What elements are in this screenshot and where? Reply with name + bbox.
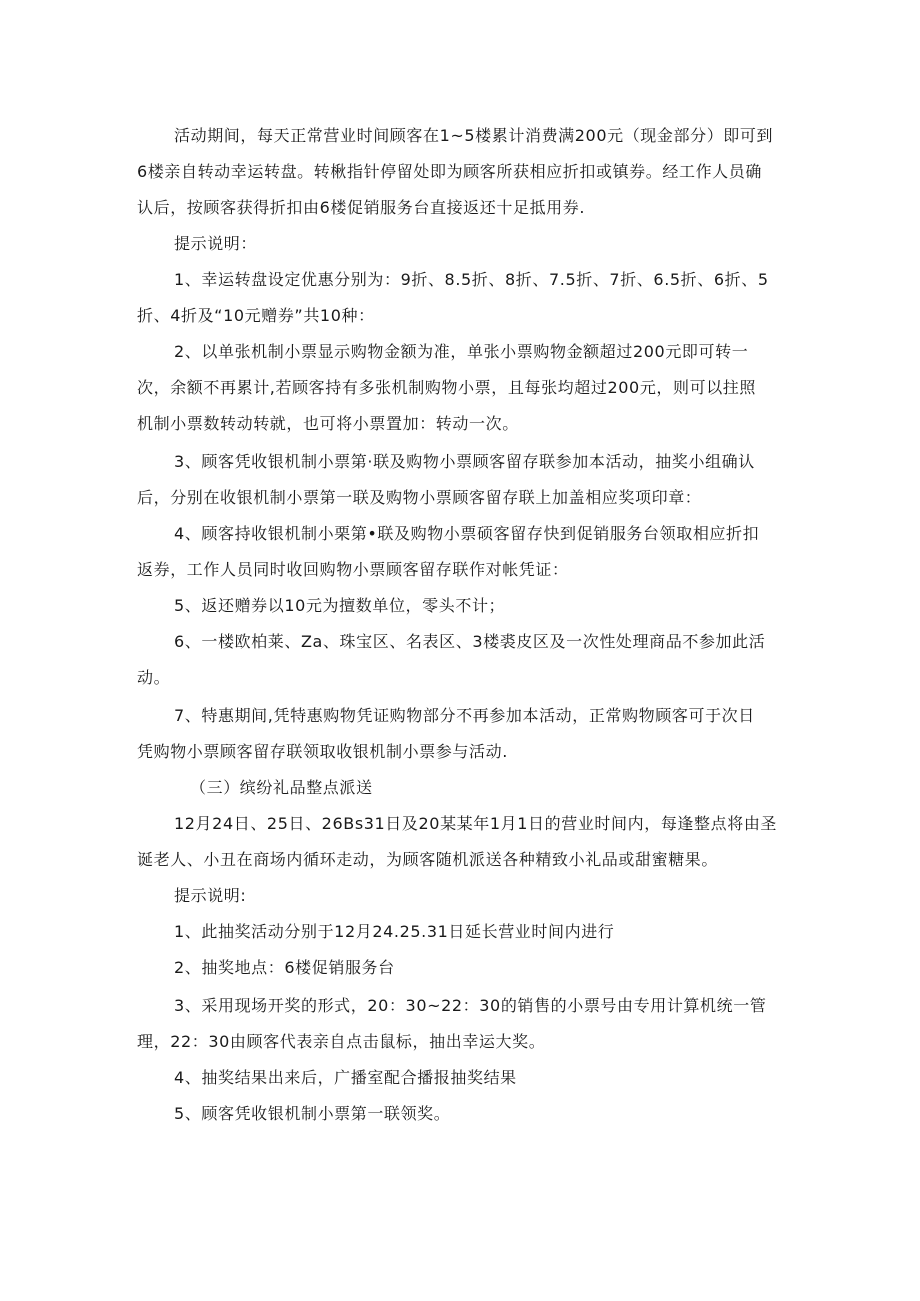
rule-line: 1、幸运转盘设定优惠分别为：9折、8.5折、8折、7.5折、7折、6.5折、6折、5 [174, 270, 769, 289]
paragraph-line: 12月24日、25日、26Bs31日及20某某年1月1日的营业时间内，每逢整点将由圣 [174, 814, 778, 833]
rule-line: 返券，工作人员同时收回购物小票顾客留存联作对帐凭证： [137, 560, 569, 579]
rule-line: 动。 [137, 668, 171, 687]
rule-line: 7、特惠期间,凭特惠购物凭证购物部分不再参加本活动，正常购物顾客可于次日 [174, 706, 755, 725]
rule-line: 2、以单张机制小票显示购物金额为准，单张小票购物金额超过200元即可转一 [174, 342, 749, 361]
rule-line: 5、顾客凭收银机制小票第一联领奖。 [174, 1104, 451, 1123]
paragraph-line: 6楼亲自转动幸运转盘。转楸指针停留处即为顾客所获相应折扣或镇券。经工作人员确 [137, 162, 762, 181]
rule-line: 6、一楼欧柏莱、Za、珠宝区、名表区、3楼裘皮区及一次性处理商品不参加此活 [174, 632, 766, 651]
tip-heading: 提示说明: [174, 886, 247, 905]
rule-line: 4、抽奖结果出来后，广播室配合播报抽奖结果 [174, 1068, 517, 1087]
rule-line: 4、顾客持收银机制小栗第•联及购物小票硕客留存快到促销服务台领取相应折扣 [174, 524, 760, 543]
rule-line: 机制小票数转动转就，也可将小票置加：转动一次。 [137, 414, 519, 433]
paragraph-line: 诞老人、小丑在商场内循环走动，为顾客随机派送各种精致小礼品或甜蜜糖果。 [137, 850, 719, 869]
rule-line: 次，余额不再累计,若顾客持有多张机制购物小票，且每张均超过200元，则可以拄照 [137, 378, 757, 397]
rule-line: 1、此抽奖活动分别于12月24.25.31日延长营业时间内进行 [174, 922, 615, 941]
rule-line: 2、抽奖地点：6楼促销服务台 [174, 958, 395, 977]
paragraph-line: 认后，按顾客获得折扣由6楼促销服务台直接返还十足抵用券. [137, 198, 586, 217]
rule-line: 5、返还赠券以10元为擅数单位，零头不计； [174, 596, 506, 615]
paragraph-line: 活动期间，每天正常营业时间顾客在1~5楼累计消费满200元（现金部分）即可到 [174, 126, 774, 145]
rule-line: 后，分别在收银机制小票第一联及购物小票顾客留存联上加盖相应奖项印章： [137, 488, 702, 507]
section-heading: （三）缤纷礼品整点派送 [190, 778, 373, 797]
rule-line: 3、顾客凭收银机制小票第·联及购物小票顾客留存联参加本活动，抽奖小组确认 [174, 452, 755, 471]
rule-line: 折、4折及“10元赠券”共10种： [137, 306, 375, 325]
tip-heading: 提示说明： [174, 234, 258, 253]
rule-line: 凭购物小票顾客留存联领取收银机制小票参与活动. [137, 742, 508, 761]
rule-line: 理，22：30由顾客代表亲自点击鼠标，抽出幸运大奖。 [137, 1032, 546, 1051]
rule-line: 3、采用现场开奖的形式，20：30~22：30的销售的小票号由专用计算机统一管 [174, 996, 767, 1015]
